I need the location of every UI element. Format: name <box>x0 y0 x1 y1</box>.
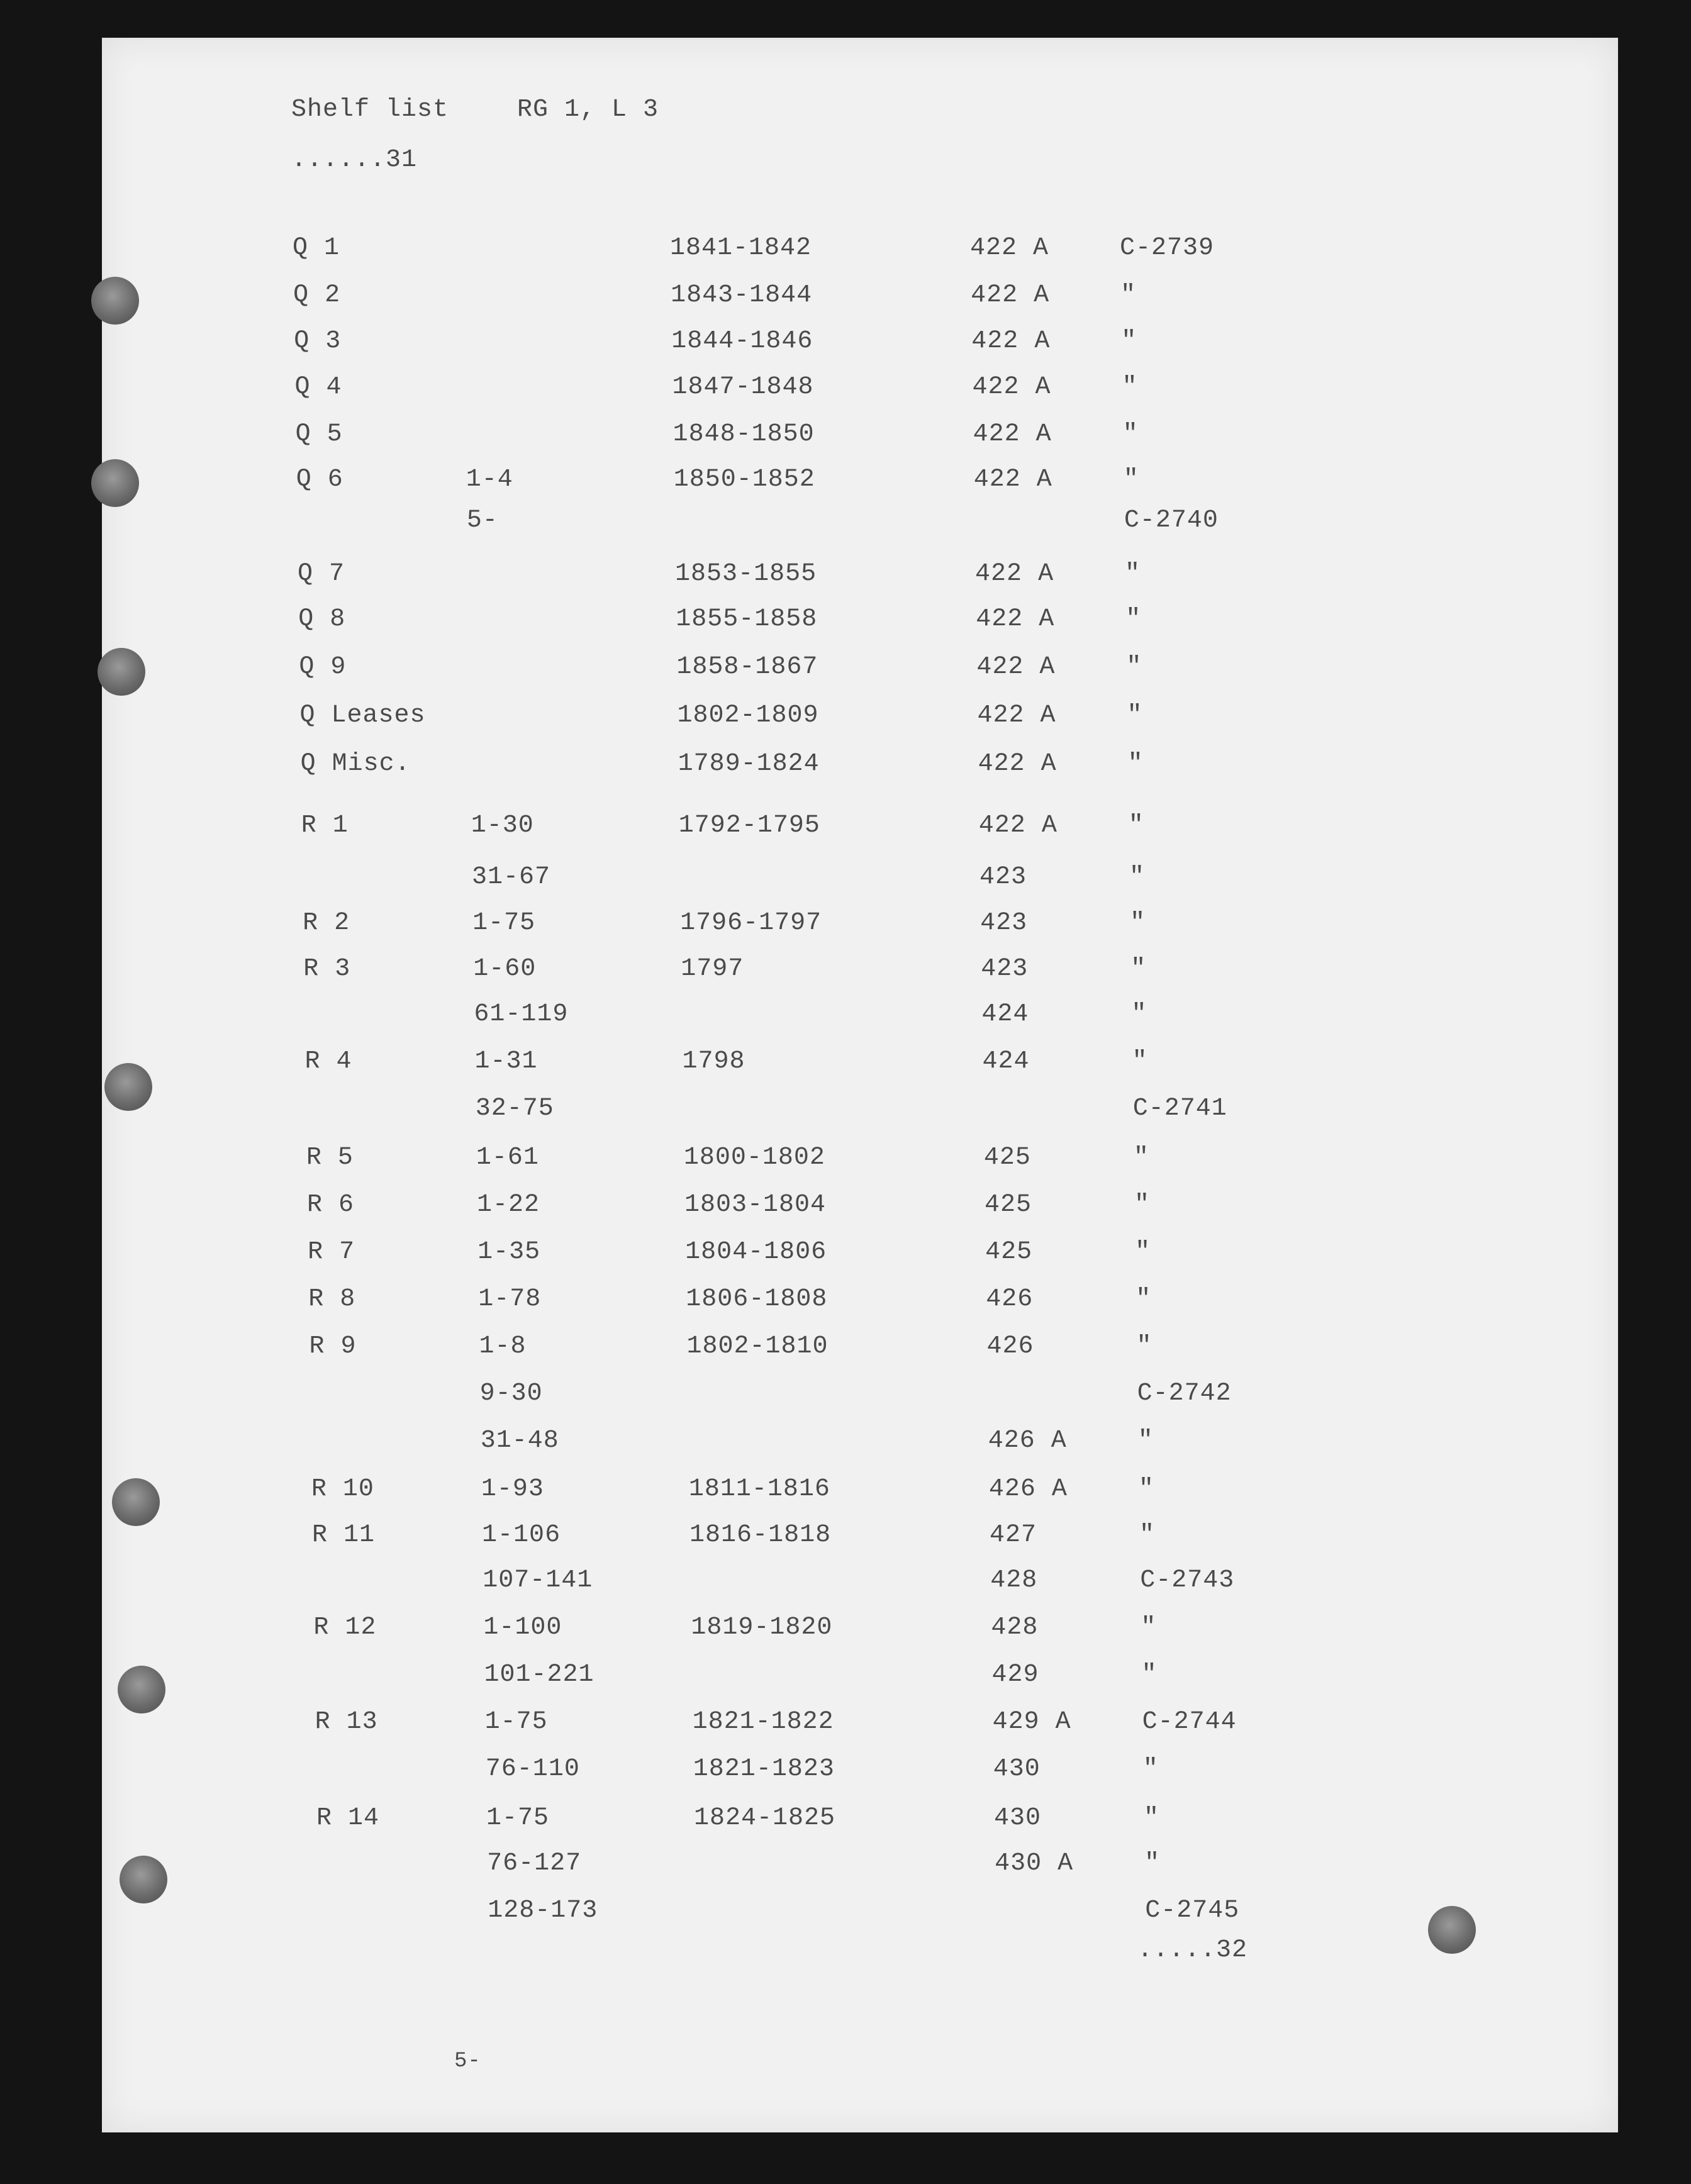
reel-number-cell: C-2743 <box>1140 1566 1235 1595</box>
date-range-cell: 1853-1855 <box>675 560 817 588</box>
date-range-cell: 1811-1816 <box>688 1475 830 1503</box>
reel-number-cell: " <box>1126 653 1142 681</box>
volume-cell: R 11 <box>312 1521 376 1549</box>
box-number-cell: 423 <box>979 863 1027 891</box>
date-range-cell: 1824-1825 <box>693 1804 835 1832</box>
reel-number-cell: " <box>1136 1332 1152 1361</box>
reel-number-cell: " <box>1138 1475 1154 1503</box>
date-range-cell: 1821-1823 <box>693 1755 835 1783</box>
item-range-cell: 1-75 <box>486 1804 549 1832</box>
date-range-cell: 1843-1844 <box>671 281 813 309</box>
reel-number-cell: " <box>1127 750 1144 778</box>
date-range-cell: 1806-1808 <box>686 1285 828 1313</box>
volume-cell: Q 5 <box>295 420 343 448</box>
binder-hole <box>1428 1906 1476 1954</box>
reel-number-cell: C-2739 <box>1120 234 1215 262</box>
reel-number-cell: " <box>1130 955 1147 983</box>
box-number-cell: 422 A <box>973 420 1052 448</box>
item-range-cell: 31-67 <box>471 863 550 891</box>
box-number-cell: 422 A <box>976 653 1056 681</box>
previous-page-marker: ......31 <box>291 146 418 174</box>
volume-cell: Q Leases <box>299 701 426 730</box>
item-range-cell: 76-110 <box>485 1755 580 1783</box>
box-number-cell: 427 <box>990 1521 1037 1549</box>
date-range-cell: 1850-1852 <box>673 465 815 494</box>
volume-cell: Q 9 <box>299 653 347 681</box>
box-number-cell: 424 <box>981 1000 1029 1028</box>
volume-cell: R 4 <box>304 1047 352 1076</box>
binder-hole <box>104 1063 152 1111</box>
box-number-cell: 429 A <box>992 1708 1071 1736</box>
reel-number-cell: " <box>1130 909 1146 937</box>
date-range-cell: 1800-1802 <box>683 1144 825 1172</box>
volume-cell: R 5 <box>306 1144 354 1172</box>
box-number-cell: 430 <box>993 1755 1041 1783</box>
volume-cell: Q 1 <box>293 234 340 262</box>
date-range-cell: 1792-1795 <box>678 811 820 840</box>
box-number-cell: 425 <box>983 1144 1031 1172</box>
reel-number-cell: " <box>1123 465 1139 494</box>
reel-number-cell: " <box>1143 1804 1159 1832</box>
volume-cell: Q 8 <box>298 605 346 633</box>
date-range-cell: 1803-1804 <box>684 1191 827 1219</box>
box-number-cell: 422 A <box>976 605 1055 633</box>
item-range-cell: 1-106 <box>482 1521 561 1549</box>
date-range-cell: 1858-1867 <box>676 653 818 681</box>
binder-hole <box>118 1666 165 1713</box>
box-number-cell: 424 <box>982 1047 1030 1076</box>
box-number-cell: 422 A <box>972 373 1051 401</box>
item-range-cell: 1-4 <box>466 465 513 494</box>
reel-number-cell: " <box>1122 420 1139 448</box>
item-range-cell: 5- <box>466 506 498 535</box>
volume-cell: Q 7 <box>298 560 345 588</box>
binder-hole <box>112 1478 160 1526</box>
box-number-cell: 422 A <box>970 234 1049 262</box>
item-range-cell: 101-221 <box>484 1661 594 1689</box>
reel-number-cell: " <box>1144 1849 1161 1878</box>
item-range-cell: 128-173 <box>488 1897 598 1925</box>
item-range-cell: 1-35 <box>477 1238 541 1266</box>
reel-number-cell: " <box>1127 701 1143 730</box>
date-range-cell: 1847-1848 <box>672 373 814 401</box>
box-number-cell: 428 <box>991 1613 1039 1642</box>
reel-number-cell: " <box>1125 605 1142 633</box>
box-number-cell: 426 <box>986 1332 1034 1361</box>
box-number-cell: 428 <box>990 1566 1038 1595</box>
box-number-cell: 426 A <box>988 1475 1068 1503</box>
item-range-cell: 76-127 <box>487 1849 582 1878</box>
volume-cell: R 3 <box>303 955 351 983</box>
box-number-cell: 423 <box>981 955 1029 983</box>
reel-number-cell: " <box>1133 1144 1149 1172</box>
box-number-cell: 426 A <box>988 1427 1067 1455</box>
item-range-cell: 1-93 <box>481 1475 544 1503</box>
volume-cell: R 12 <box>313 1613 377 1642</box>
item-range-cell: 1-30 <box>471 811 534 840</box>
item-range-cell: 1-31 <box>474 1047 538 1076</box>
date-range-cell: 1798 <box>682 1047 745 1076</box>
item-range-cell: 61-119 <box>474 1000 569 1028</box>
item-range-cell: 1-75 <box>472 909 536 937</box>
volume-cell: R 8 <box>308 1285 356 1313</box>
reel-number-cell: " <box>1129 863 1145 891</box>
item-range-cell: 1-78 <box>478 1285 542 1313</box>
binder-hole <box>91 277 139 325</box>
record-group-reference: RG 1, L 3 <box>517 96 659 124</box>
box-number-cell: 422 A <box>971 281 1050 309</box>
reel-number-cell: C-2741 <box>1132 1095 1227 1123</box>
volume-cell: R 6 <box>307 1191 355 1219</box>
volume-cell: Q Misc. <box>300 750 411 778</box>
reel-number-cell: C-2744 <box>1142 1708 1237 1736</box>
box-number-cell: 426 <box>986 1285 1034 1313</box>
volume-cell: Q 3 <box>294 327 342 355</box>
volume-cell: Q 6 <box>296 465 343 494</box>
volume-cell: R 13 <box>315 1708 378 1736</box>
reel-number-cell: " <box>1139 1521 1156 1549</box>
reel-number-cell: " <box>1142 1755 1159 1783</box>
reel-number-cell: " <box>1135 1238 1151 1266</box>
box-number-cell: 430 <box>993 1804 1041 1832</box>
volume-cell: R 14 <box>316 1804 379 1832</box>
volume-cell: R 1 <box>301 811 349 840</box>
reel-number-cell: " <box>1128 811 1144 840</box>
reel-number-cell: " <box>1132 1047 1148 1076</box>
box-number-cell: 422 A <box>973 465 1052 494</box>
box-number-cell: 422 A <box>977 701 1056 730</box>
reel-number-cell: C-2742 <box>1137 1379 1232 1408</box>
volume-cell: Q 2 <box>293 281 341 309</box>
date-range-cell: 1802-1809 <box>677 701 819 730</box>
volume-cell: R 2 <box>303 909 350 937</box>
reel-number-cell: " <box>1134 1191 1151 1219</box>
box-number-cell: 422 A <box>975 560 1054 588</box>
reel-number-cell: " <box>1141 1661 1158 1689</box>
document-title: Shelf list <box>291 96 449 124</box>
reel-number-cell: C-2745 <box>1145 1897 1240 1925</box>
box-number-cell: 423 <box>980 909 1028 937</box>
item-range-cell: 1-75 <box>484 1708 548 1736</box>
reel-number-cell: " <box>1141 1613 1157 1642</box>
box-number-cell: 422 A <box>978 811 1058 840</box>
box-number-cell: 422 A <box>978 750 1057 778</box>
item-range-cell: 31-48 <box>480 1427 559 1455</box>
volume-cell: R 9 <box>309 1332 357 1361</box>
binder-hole <box>120 1856 167 1903</box>
reel-number-cell: C-2740 <box>1124 506 1219 535</box>
item-range-cell: 107-141 <box>483 1566 593 1595</box>
date-range-cell: 1797 <box>681 955 744 983</box>
reel-number-cell: " <box>1120 281 1137 309</box>
reel-number-cell: " <box>1121 327 1137 355</box>
item-range-cell: 1-60 <box>473 955 537 983</box>
box-number-cell: 425 <box>985 1191 1032 1219</box>
item-range-cell: 32-75 <box>475 1095 554 1123</box>
item-range-cell: 9-30 <box>479 1379 543 1408</box>
reel-number-cell: " <box>1137 1427 1154 1455</box>
binder-hole <box>98 648 145 696</box>
box-number-cell: 429 <box>991 1661 1039 1689</box>
reel-number-cell: " <box>1136 1285 1152 1313</box>
item-range-cell: 1-100 <box>483 1613 562 1642</box>
box-number-cell: 430 A <box>995 1849 1074 1878</box>
reel-number-cell: " <box>1131 1000 1147 1028</box>
item-range-cell: 1-22 <box>477 1191 540 1219</box>
date-range-cell: 1841-1842 <box>670 234 812 262</box>
date-range-cell: 1804-1806 <box>685 1238 827 1266</box>
date-range-cell: 1819-1820 <box>691 1613 833 1642</box>
date-range-cell: 1802-1810 <box>686 1332 829 1361</box>
date-range-cell: 1821-1822 <box>692 1708 834 1736</box>
stray-mark: 5- <box>454 2049 481 2073</box>
box-number-cell: 425 <box>985 1238 1033 1266</box>
date-range-cell: 1848-1850 <box>672 420 815 448</box>
volume-cell: R 10 <box>311 1475 374 1503</box>
box-number-cell: 422 A <box>971 327 1051 355</box>
reel-number-cell: " <box>1125 560 1141 588</box>
date-range-cell: 1796-1797 <box>680 909 822 937</box>
item-range-cell: 1-61 <box>476 1144 539 1172</box>
item-range-cell: 1-8 <box>479 1332 527 1361</box>
binder-hole <box>91 459 139 507</box>
date-range-cell: 1816-1818 <box>689 1521 832 1549</box>
date-range-cell: 1844-1846 <box>671 327 813 355</box>
volume-cell: Q 4 <box>294 373 342 401</box>
next-page-marker: .....32 <box>1137 1936 1248 1964</box>
volume-cell: R 7 <box>308 1238 355 1266</box>
reel-number-cell: " <box>1122 373 1138 401</box>
date-range-cell: 1789-1824 <box>678 750 820 778</box>
date-range-cell: 1855-1858 <box>676 605 818 633</box>
